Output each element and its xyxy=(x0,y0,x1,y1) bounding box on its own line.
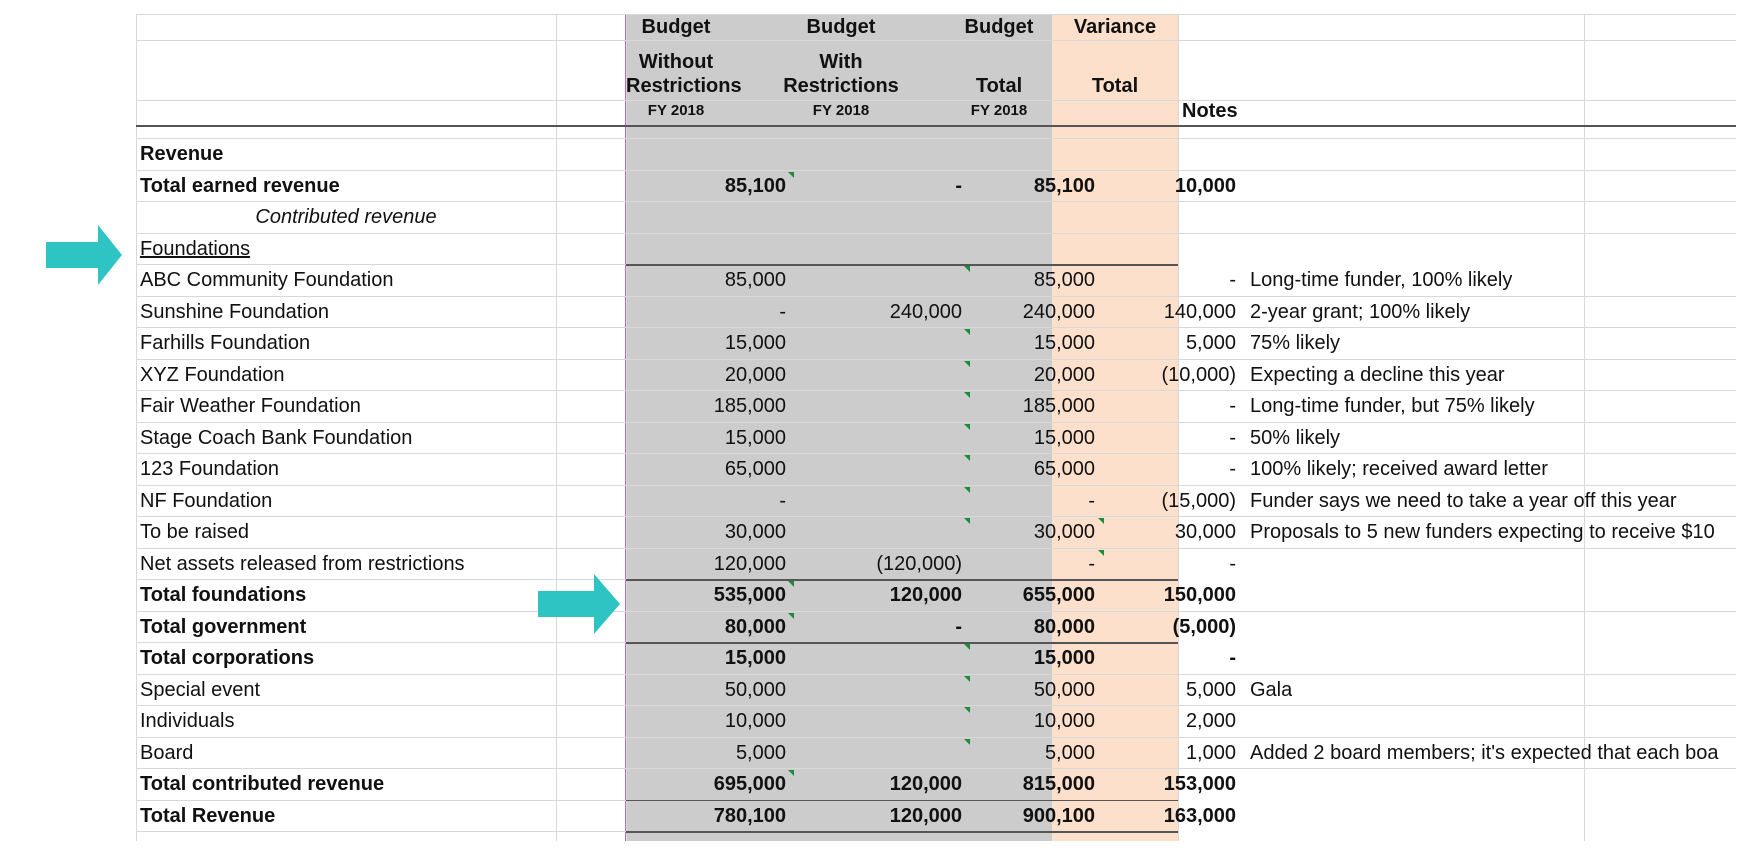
grid-row-line xyxy=(136,831,626,832)
grid-row-line xyxy=(626,579,1178,581)
grid-row-line xyxy=(136,800,626,801)
row-label[interactable]: Total contributed revenue xyxy=(140,773,385,795)
header-total-line3: Total xyxy=(975,75,1023,97)
grid-row-line xyxy=(136,14,1736,15)
grid-row-line xyxy=(626,264,1178,266)
cell-total[interactable]: 655,000 xyxy=(1022,584,1095,606)
comment-indicator-icon xyxy=(964,707,970,713)
cell-variance[interactable]: 163,000 xyxy=(1163,804,1236,827)
cell-without[interactable]: 15,000 xyxy=(724,332,786,354)
cell-notes[interactable]: Added 2 board members; it's expected that each boa xyxy=(1250,742,1719,763)
grid-row-line xyxy=(136,170,1736,171)
row-label[interactable]: Foundations xyxy=(140,237,251,260)
row-label[interactable]: Total foundations xyxy=(140,584,307,606)
cell-notes[interactable]: 75% likely xyxy=(1250,333,1341,353)
header-notes: Notes xyxy=(1182,100,1238,122)
grid-row-line xyxy=(136,485,1736,486)
comment-indicator-icon xyxy=(1098,550,1104,556)
cell-total[interactable]: 185,000 xyxy=(1022,395,1095,417)
comment-indicator-icon xyxy=(1098,518,1104,524)
cell-without[interactable]: 5,000 xyxy=(735,741,786,764)
comment-indicator-icon xyxy=(964,424,970,430)
comment-indicator-icon xyxy=(964,518,970,524)
cell-with[interactable]: - xyxy=(955,174,962,197)
cell-total[interactable]: 30,000 xyxy=(1033,521,1095,543)
cell-total[interactable]: 15,000 xyxy=(1033,426,1095,449)
cell-variance[interactable]: - xyxy=(1229,269,1236,291)
row-label[interactable]: Total Revenue xyxy=(140,804,276,827)
grid-row-line xyxy=(626,831,1178,833)
header-without-line2: Without xyxy=(638,51,714,73)
grid-row-line xyxy=(136,768,1736,769)
cell-without[interactable]: 85,000 xyxy=(724,269,786,291)
cell-without[interactable]: 15,000 xyxy=(724,426,786,449)
comment-indicator-icon xyxy=(964,487,970,493)
cell-variance[interactable]: 5,000 xyxy=(1185,332,1236,354)
header-without-fy: FY 2018 xyxy=(647,102,705,119)
grid-row-line xyxy=(136,264,626,265)
row-label[interactable]: Stage Coach Bank Foundation xyxy=(140,426,413,449)
cell-variance[interactable]: 5,000 xyxy=(1185,678,1236,701)
grid-row-line xyxy=(136,642,626,643)
cell-notes[interactable]: Funder says we need to take a year off this year xyxy=(1250,490,1677,511)
row-label[interactable]: Board xyxy=(140,741,194,764)
cell-notes[interactable]: Long-time funder, 100% likely xyxy=(1250,270,1513,290)
cell-without[interactable]: 10,000 xyxy=(724,710,786,732)
cell-with[interactable]: 120,000 xyxy=(889,804,962,827)
cell-without[interactable]: 535,000 xyxy=(713,584,786,606)
cell-variance[interactable]: (15,000) xyxy=(1161,489,1236,512)
cell-total[interactable]: 15,000 xyxy=(1033,332,1095,354)
cell-without[interactable]: 20,000 xyxy=(724,363,786,386)
cell-variance[interactable]: 140,000 xyxy=(1163,300,1236,323)
row-label[interactable]: Individuals xyxy=(140,710,235,732)
comment-indicator-icon xyxy=(964,266,970,272)
header-variance-line3: Total xyxy=(1091,75,1139,97)
header-total-fy: FY 2018 xyxy=(970,102,1028,119)
comment-indicator-icon xyxy=(964,392,970,398)
grid-row-line xyxy=(136,327,1736,328)
grid-row-line xyxy=(136,100,1736,101)
comment-indicator-icon xyxy=(964,644,970,650)
cell-total[interactable]: 50,000 xyxy=(1033,678,1095,701)
comment-indicator-icon xyxy=(788,613,794,619)
grid-row-line xyxy=(136,138,1736,139)
header-without-line3: Restrictions xyxy=(626,75,742,97)
cell-total[interactable]: 815,000 xyxy=(1022,773,1095,795)
cell-variance[interactable]: 153,000 xyxy=(1163,773,1236,795)
cell-without[interactable]: - xyxy=(779,489,786,512)
cell-notes[interactable]: 50% likely xyxy=(1250,427,1341,448)
grid-row-line xyxy=(136,390,1736,391)
cell-variance[interactable]: - xyxy=(1229,647,1236,669)
grid-row-line xyxy=(136,516,1736,517)
grid-row-line xyxy=(136,548,1736,549)
grid-row-line xyxy=(136,40,1736,41)
row-label[interactable]: Contributed revenue xyxy=(255,206,437,228)
comment-indicator-icon xyxy=(964,361,970,367)
comment-indicator-icon xyxy=(788,581,794,587)
comment-indicator-icon xyxy=(788,770,794,776)
cell-with[interactable]: - xyxy=(955,615,962,638)
cell-total[interactable]: 15,000 xyxy=(1033,647,1095,669)
grid-row-line xyxy=(136,705,1736,706)
row-label[interactable]: NF Foundation xyxy=(140,489,273,512)
cell-notes[interactable]: Expecting a decline this year xyxy=(1250,364,1505,385)
grid-row-line xyxy=(136,453,1736,454)
cell-variance[interactable]: 10,000 xyxy=(1174,174,1236,197)
cell-notes[interactable]: 2-year grant; 100% likely xyxy=(1250,301,1471,322)
arrow-foundations-icon xyxy=(46,225,122,285)
row-label[interactable]: 123 Foundation xyxy=(140,458,280,480)
cell-variance[interactable]: (10,000) xyxy=(1161,363,1236,386)
cell-with[interactable]: 120,000 xyxy=(889,584,962,606)
cell-total[interactable]: 20,000 xyxy=(1033,363,1095,386)
cell-total[interactable]: 10,000 xyxy=(1033,710,1095,732)
row-label[interactable]: To be raised xyxy=(140,521,249,543)
cell-total[interactable]: - xyxy=(1088,552,1095,575)
cell-notes[interactable]: Proposals to 5 new funders expecting to receive $10 xyxy=(1250,522,1715,542)
cell-without[interactable]: 65,000 xyxy=(724,458,786,480)
row-label[interactable]: XYZ Foundation xyxy=(140,363,285,386)
header-with-line1: Budget xyxy=(806,16,876,38)
grid-row-line xyxy=(626,800,1178,802)
cell-without[interactable]: 15,000 xyxy=(724,647,786,669)
cell-without[interactable]: 30,000 xyxy=(724,521,786,543)
cell-without[interactable]: 695,000 xyxy=(713,773,786,795)
grid-row-line xyxy=(136,737,1736,738)
cell-with[interactable]: 240,000 xyxy=(889,300,962,323)
cell-variance[interactable]: (5,000) xyxy=(1172,615,1236,638)
row-label[interactable]: Net assets released from restrictions xyxy=(140,552,465,575)
grid-row-line xyxy=(626,642,1178,644)
cell-total[interactable]: 80,000 xyxy=(1033,615,1095,638)
cell-without[interactable]: 85,100 xyxy=(724,174,786,197)
cell-with[interactable]: 120,000 xyxy=(889,773,962,795)
grid-row-line xyxy=(136,125,1736,127)
grid-row-line xyxy=(136,201,1736,202)
cell-variance[interactable]: 150,000 xyxy=(1163,584,1236,606)
cell-without[interactable]: 80,000 xyxy=(724,615,786,638)
budget-spreadsheet xyxy=(136,14,1736,842)
row-label[interactable]: Special event xyxy=(140,678,261,701)
cell-total[interactable]: 85,100 xyxy=(1033,174,1095,197)
grid-row-line xyxy=(136,611,1736,612)
header-total-line1: Budget xyxy=(964,16,1034,38)
comment-indicator-icon xyxy=(964,676,970,682)
grid-row-line xyxy=(136,359,1736,360)
cell-variance[interactable]: - xyxy=(1229,395,1236,417)
row-label[interactable]: ABC Community Foundation xyxy=(140,269,394,291)
cell-variance[interactable]: 1,000 xyxy=(1185,741,1236,764)
row-label[interactable]: Total government xyxy=(140,615,307,638)
comment-indicator-icon xyxy=(964,739,970,745)
cell-total[interactable]: 65,000 xyxy=(1033,458,1095,480)
row-label[interactable]: Revenue xyxy=(140,143,224,165)
grid-row-line xyxy=(136,233,1736,234)
cell-total[interactable]: 85,000 xyxy=(1033,269,1095,291)
row-label[interactable]: Total earned revenue xyxy=(140,174,340,197)
cell-without[interactable]: 780,100 xyxy=(713,804,786,827)
grid-row-line xyxy=(136,422,1736,423)
cell-variance[interactable]: - xyxy=(1229,458,1236,480)
row-label[interactable]: Farhills Foundation xyxy=(140,332,311,354)
cell-total[interactable]: 900,100 xyxy=(1022,804,1095,827)
cell-notes[interactable]: Gala xyxy=(1250,679,1293,700)
grid-row-line xyxy=(136,674,1736,675)
header-with-line2: With xyxy=(819,51,863,73)
cell-without[interactable]: 120,000 xyxy=(713,552,786,575)
cell-without[interactable]: - xyxy=(779,300,786,323)
header-with-fy: FY 2018 xyxy=(812,102,870,119)
header-without-line1: Budget xyxy=(641,16,711,38)
cell-total[interactable]: - xyxy=(1088,489,1095,512)
header-with-line3: Restrictions xyxy=(783,75,899,97)
cell-notes[interactable]: 100% likely; received award letter xyxy=(1250,459,1548,479)
row-label[interactable]: Sunshine Foundation xyxy=(140,300,330,323)
comment-indicator-icon xyxy=(788,172,794,178)
row-label[interactable]: Fair Weather Foundation xyxy=(140,395,361,417)
cell-without[interactable]: 50,000 xyxy=(724,678,786,701)
comment-indicator-icon xyxy=(964,329,970,335)
comment-indicator-icon xyxy=(964,455,970,461)
cell-notes[interactable]: Long-time funder, but 75% likely xyxy=(1250,396,1535,416)
cell-without[interactable]: 185,000 xyxy=(713,395,786,417)
grid-row-line xyxy=(136,296,1736,297)
cell-variance[interactable]: 2,000 xyxy=(1185,710,1236,732)
cell-total[interactable]: 5,000 xyxy=(1044,741,1095,764)
cell-variance[interactable]: - xyxy=(1229,552,1236,575)
row-label[interactable]: Total corporations xyxy=(140,647,315,669)
cell-variance[interactable]: - xyxy=(1229,426,1236,449)
arrow-total-foundations-icon xyxy=(538,574,620,634)
cell-with[interactable]: (120,000) xyxy=(876,552,962,575)
header-variance-line1: Variance xyxy=(1073,16,1157,38)
cell-total[interactable]: 240,000 xyxy=(1022,300,1095,323)
cell-variance[interactable]: 30,000 xyxy=(1174,521,1236,543)
